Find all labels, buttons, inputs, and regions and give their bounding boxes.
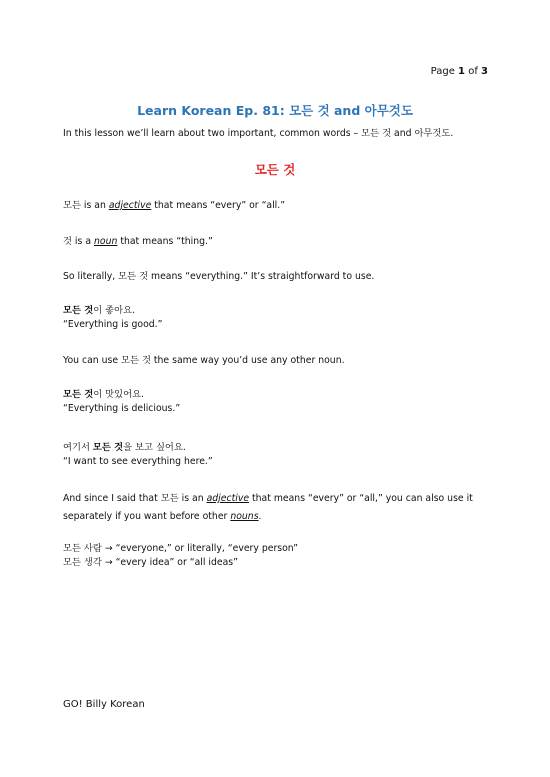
list-item: 모든 사람 → “everyone,” or literally, “every person” bbox=[63, 543, 298, 554]
paragraph-usage: You can use 모든 것 the same way you’d use any other noun. bbox=[63, 355, 345, 366]
example-3-translation: “I want to see everything here.” bbox=[63, 456, 213, 467]
example-3: 여기서 모든 것을 보고 싶어요. “I want to see everything here.” bbox=[63, 441, 493, 469]
paragraph-noun: 것 is a noun that means “thing.” bbox=[63, 236, 213, 247]
example-1: 모든 것이 좋아요. “Everything is good.” bbox=[63, 304, 493, 332]
intro-paragraph: In this lesson we’ll learn about two important, common words – 모든 것 and 아무것도. bbox=[63, 128, 454, 139]
section-heading: 모든 것 bbox=[254, 162, 296, 177]
lesson-title: Learn Korean Ep. 81: 모든 것 and 아무것도 bbox=[137, 103, 413, 118]
page-number bbox=[431, 66, 488, 77]
example-1-translation: “Everything is good.” bbox=[63, 319, 163, 330]
page-current: 1 bbox=[458, 66, 466, 77]
paragraph-separate-use: And since I said that 모든 is an adjective that means “every” or “all,” you can also use it separately if you want before other nouns. bbox=[63, 493, 473, 522]
footer-brand: GO! Billy Korean bbox=[63, 699, 145, 710]
page-of: of bbox=[468, 66, 478, 77]
page-word: Page bbox=[430, 66, 455, 77]
list-item: 모든 생각 → “every idea” or “all ideas” bbox=[63, 557, 238, 568]
page-total: 3 bbox=[481, 66, 488, 77]
example-2-translation: “Everything is delicious.” bbox=[63, 403, 181, 414]
example-list bbox=[63, 542, 493, 570]
example-2: 모든 것이 맛있어요. “Everything is delicious.” bbox=[63, 388, 493, 416]
paragraph-adjective: 모든 is an adjective that means “every” or “all.” bbox=[63, 200, 286, 211]
paragraph-literal: So literally, 모든 것 means “everything.” It’s straightforward to use. bbox=[63, 271, 375, 282]
